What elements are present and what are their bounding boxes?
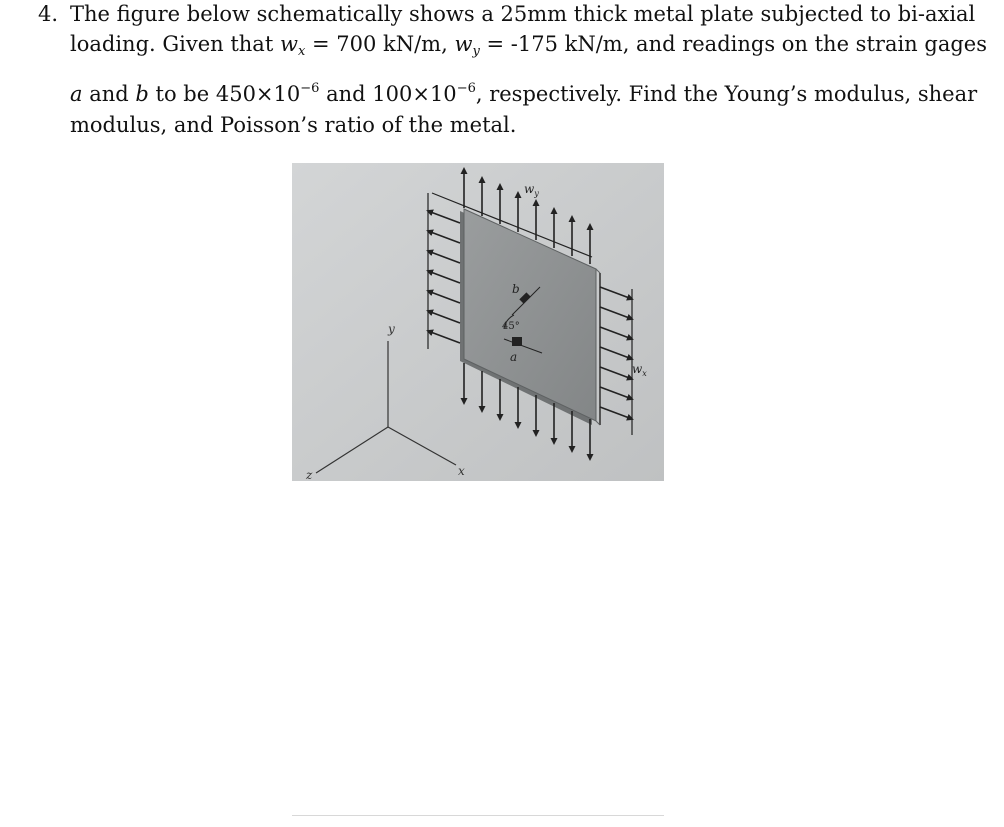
label-gage-a: a [510,350,518,364]
label-gage-b: b [512,282,520,296]
line2-text-c: = -175 kN/m, and readings on the strain gages [486,32,987,56]
wx-symbol [279,32,306,59]
problem-line-4-text: modulus, and Poisson’s ratio of the metal. [70,113,517,137]
wy-subscript: y [472,44,480,59]
problem-line-3 [70,81,978,106]
label-wy: $w_y$ [524,182,539,198]
label-angle: 45° [502,321,520,332]
line3-text-a: and [89,82,129,106]
problem-number: 4. [38,2,59,26]
problem-line-1 [70,2,976,26]
line3-strain-a [156,82,320,106]
line2-text-a: loading. Given that [70,32,274,56]
gage-b-symbol: b [135,82,149,106]
problem-line-4 [70,113,516,137]
wy-symbol [454,32,480,59]
axis-label-y: y [388,322,395,336]
axis-label-x: x [458,464,465,478]
line3-strain-b [326,82,977,106]
problem-line-2 [70,32,987,59]
exponent-2: −6 [456,81,476,96]
line3-text-b: to be 450×10 [155,82,301,106]
label-wx: $w_x$ [632,362,647,378]
gage-a-symbol: a [70,82,83,106]
line2-text-b: = 700 kN/m, [311,32,448,56]
bottom-divider [292,815,664,816]
plate-figure-drawing [292,163,664,481]
axis-label-z: z [306,468,313,481]
line3-text-d: , respectively. Find the Young’s modulus, shear [475,82,978,106]
problem-line-1-text: The figure below schematically shows a 25mm thick metal plate subjected to bi-axial [70,2,976,26]
wy-symbol-char: w [454,32,473,56]
line3-text-c: and 100×10 [326,82,457,106]
plate-figure [292,163,664,481]
wx-symbol-char: w [279,32,298,56]
wx-subscript: x [297,44,306,59]
exponent-1: −6 [300,81,320,96]
